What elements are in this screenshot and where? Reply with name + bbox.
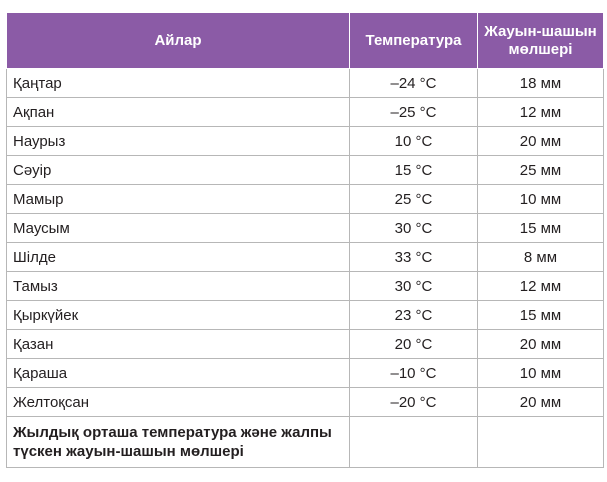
month-cell: Желтоқсан [7, 388, 350, 417]
temperature-cell: –25 °C [350, 98, 478, 127]
table-row [7, 214, 604, 243]
month-cell: Сәуір [7, 156, 350, 185]
temperature-cell: 30 °C [350, 214, 478, 243]
table-row [7, 98, 604, 127]
table-row [7, 156, 604, 185]
table-row [7, 127, 604, 156]
table-row [7, 330, 604, 359]
month-cell: Наурыз [7, 127, 350, 156]
month-cell: Қыркүйек [7, 301, 350, 330]
temperature-cell: 25 °C [350, 185, 478, 214]
precipitation-cell: 18 мм [478, 69, 604, 98]
temperature-cell: 33 °C [350, 243, 478, 272]
precipitation-cell: 20 мм [478, 330, 604, 359]
total-row [7, 417, 604, 468]
table-row [7, 185, 604, 214]
month-cell: Мамыр [7, 185, 350, 214]
precipitation-cell: 10 мм [478, 359, 604, 388]
table-row [7, 359, 604, 388]
table-row [7, 301, 604, 330]
total-temperature-cell [350, 417, 478, 468]
precipitation-cell: 12 мм [478, 98, 604, 127]
precipitation-cell: 15 мм [478, 214, 604, 243]
precipitation-cell: 12 мм [478, 272, 604, 301]
precipitation-cell: 10 мм [478, 185, 604, 214]
header-month: Айлар [7, 13, 350, 69]
temperature-cell: 20 °C [350, 330, 478, 359]
temperature-cell: 15 °C [350, 156, 478, 185]
header-temperature: Температура [350, 13, 478, 69]
temperature-cell: 23 °C [350, 301, 478, 330]
temperature-cell: –24 °C [350, 69, 478, 98]
climate-table-container [6, 12, 603, 468]
precipitation-cell: 8 мм [478, 243, 604, 272]
temperature-cell: –20 °C [350, 388, 478, 417]
table-row [7, 388, 604, 417]
month-cell: Маусым [7, 214, 350, 243]
month-cell: Тамыз [7, 272, 350, 301]
temperature-cell: –10 °C [350, 359, 478, 388]
table-row [7, 69, 604, 98]
total-precipitation-cell [478, 417, 604, 468]
table-row [7, 243, 604, 272]
table-row [7, 272, 604, 301]
temperature-cell: 30 °C [350, 272, 478, 301]
temperature-cell: 10 °C [350, 127, 478, 156]
precipitation-cell: 15 мм [478, 301, 604, 330]
month-cell: Қазан [7, 330, 350, 359]
climate-table [6, 12, 604, 468]
month-cell: Қаңтар [7, 69, 350, 98]
header-precipitation: Жауын-шашын мөлшері [478, 13, 604, 69]
month-cell: Қараша [7, 359, 350, 388]
precipitation-cell: 25 мм [478, 156, 604, 185]
month-cell: Шілде [7, 243, 350, 272]
month-cell: Ақпан [7, 98, 350, 127]
precipitation-cell: 20 мм [478, 388, 604, 417]
precipitation-cell: 20 мм [478, 127, 604, 156]
total-label: Жылдық орташа температура және жалпы түскен жауын-шашын мөлшері [7, 417, 350, 468]
header-row [7, 13, 604, 69]
